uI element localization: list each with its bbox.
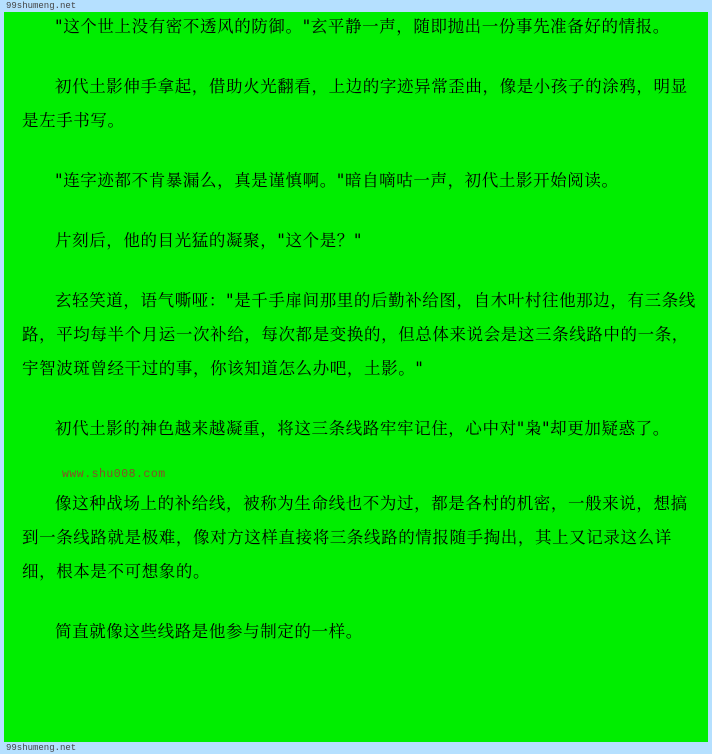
- paragraph: "这个世上没有密不透风的防御。"玄平静一声，随即抛出一份事先准备好的情报。: [55, 17, 670, 36]
- watermark-bottom: 99shumeng.net: [6, 743, 77, 753]
- page-bottom-border: [4, 742, 708, 754]
- paragraph: 初代土影伸手拿起，借助火光翻看，上边的字迹异常歪曲，像是小孩子的涂鸦，明显是左手书写。: [22, 77, 688, 130]
- paragraph: 初代土影的神色越来越凝重，将这三条线路牢牢记住，心中对"枭"却更加疑惑了。: [55, 419, 670, 438]
- paragraph: 像这种战场上的补给线，被称为生命线也不为过，都是各村的机密，一般来说，想搞到一条线路就是极难，像对方这样直接将三条线路的情报随手掏出，其上又记录这么详细，根本是不可想象的。: [22, 494, 688, 581]
- paragraph: 玄轻笑道，语气嘶哑："是千手扉间那里的后勤补给图，自木叶村往他那边，有三条线路，平均每半个月运一次补给，每次都是变换的，但总体来说会是这三条线路中的一条，宇智波斑曾经干过的事，你该知道怎么办吧，土影。": [22, 291, 696, 378]
- novel-text-body: [8, 10, 712, 675]
- paragraph: 简直就像这些线路是他参与制定的一样。: [55, 622, 363, 641]
- paragraph: 片刻后，他的目光猛的凝聚，"这个是？": [55, 231, 363, 250]
- watermark-top: 99shumeng.net: [6, 1, 77, 11]
- inline-watermark: www.shu008.com: [62, 468, 166, 481]
- paragraph: "连字迹都不肯暴漏么，真是谨慎啊。"暗自嘀咕一声，初代土影开始阅读。: [55, 171, 619, 190]
